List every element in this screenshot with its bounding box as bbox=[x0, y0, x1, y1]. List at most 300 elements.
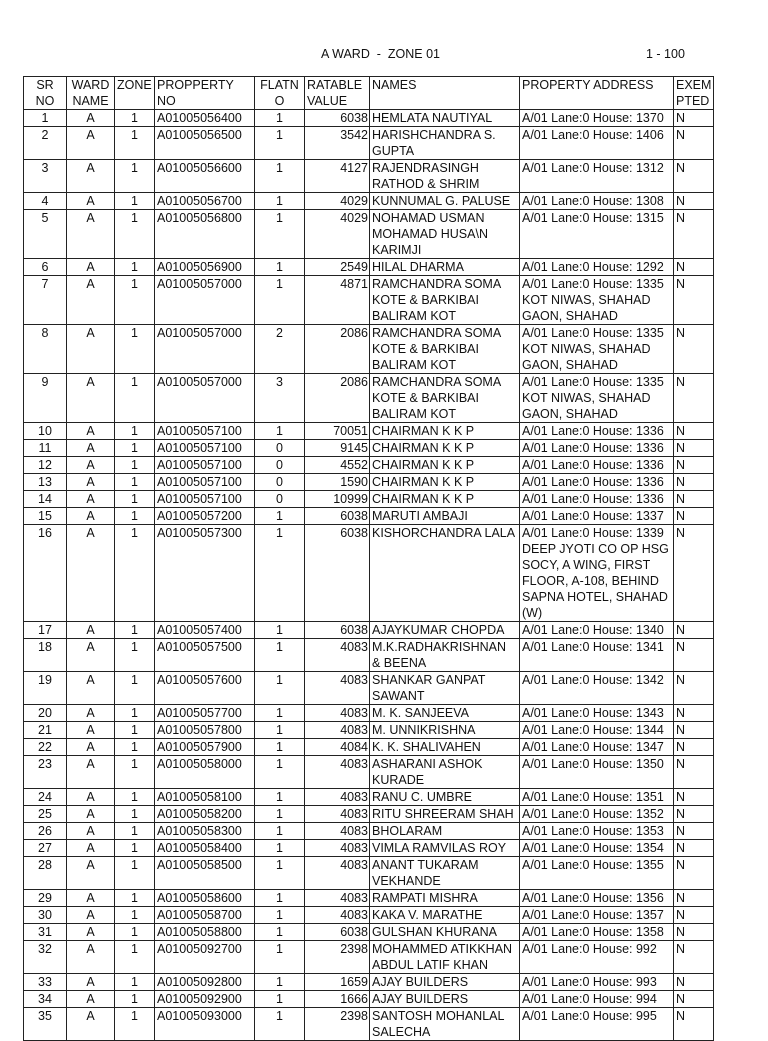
cell-exempted: N bbox=[674, 1008, 714, 1041]
cell-property-address: A/01 Lane:0 House: 995 bbox=[520, 1008, 674, 1041]
cell-name: VIMLA RAMVILAS ROY bbox=[370, 840, 520, 857]
cell-property-no: A01005093000 bbox=[155, 1008, 255, 1041]
cell-name: KUNNUMAL G. PALUSE bbox=[370, 193, 520, 210]
cell-flat-no: 1 bbox=[255, 941, 305, 974]
cell-name: AJAY BUILDERS bbox=[370, 974, 520, 991]
cell-ratable-value: 4084 bbox=[305, 739, 370, 756]
cell-flat-no: 0 bbox=[255, 440, 305, 457]
cell-sr-no: 12 bbox=[24, 457, 67, 474]
cell-ward-name: A bbox=[67, 491, 115, 508]
cell-zone: 1 bbox=[115, 374, 155, 423]
cell-name: CHAIRMAN K K P bbox=[370, 474, 520, 491]
cell-zone: 1 bbox=[115, 941, 155, 974]
cell-property-no: A01005057200 bbox=[155, 508, 255, 525]
cell-sr-no: 7 bbox=[24, 276, 67, 325]
cell-ratable-value: 4029 bbox=[305, 193, 370, 210]
cell-name: KISHORCHANDRA LALA bbox=[370, 525, 520, 622]
cell-sr-no: 23 bbox=[24, 756, 67, 789]
cell-ward-name: A bbox=[67, 325, 115, 374]
cell-flat-no: 1 bbox=[255, 525, 305, 622]
table-row bbox=[24, 525, 714, 622]
cell-ratable-value: 4083 bbox=[305, 840, 370, 857]
cell-sr-no: 34 bbox=[24, 991, 67, 1008]
cell-property-address: A/01 Lane:0 House: 994 bbox=[520, 991, 674, 1008]
cell-ward-name: A bbox=[67, 705, 115, 722]
cell-property-address: A/01 Lane:0 House: 1352 bbox=[520, 806, 674, 823]
cell-name: CHAIRMAN K K P bbox=[370, 491, 520, 508]
cell-flat-no: 0 bbox=[255, 491, 305, 508]
cell-property-no: A01005058100 bbox=[155, 789, 255, 806]
cell-zone: 1 bbox=[115, 1008, 155, 1041]
cell-zone: 1 bbox=[115, 739, 155, 756]
cell-name: CHAIRMAN K K P bbox=[370, 423, 520, 440]
col-header-names: NAMES bbox=[370, 77, 520, 110]
table-body bbox=[24, 110, 714, 1041]
cell-ward-name: A bbox=[67, 259, 115, 276]
cell-zone: 1 bbox=[115, 756, 155, 789]
cell-exempted: N bbox=[674, 739, 714, 756]
cell-ratable-value: 4083 bbox=[305, 806, 370, 823]
cell-ratable-value: 1666 bbox=[305, 991, 370, 1008]
cell-property-address: A/01 Lane:0 House: 1355 bbox=[520, 857, 674, 890]
col-header-ratable-value: RATABLE VALUE bbox=[305, 77, 370, 110]
cell-zone: 1 bbox=[115, 924, 155, 941]
cell-ward-name: A bbox=[67, 672, 115, 705]
cell-property-address: A/01 Lane:0 House: 1357 bbox=[520, 907, 674, 924]
cell-sr-no: 22 bbox=[24, 739, 67, 756]
cell-ratable-value: 2398 bbox=[305, 1008, 370, 1041]
cell-property-address: A/01 Lane:0 House: 1292 bbox=[520, 259, 674, 276]
cell-name: AJAY BUILDERS bbox=[370, 991, 520, 1008]
cell-ratable-value: 2549 bbox=[305, 259, 370, 276]
cell-ward-name: A bbox=[67, 639, 115, 672]
cell-exempted: N bbox=[674, 974, 714, 991]
cell-flat-no: 0 bbox=[255, 457, 305, 474]
cell-ratable-value: 3542 bbox=[305, 127, 370, 160]
cell-zone: 1 bbox=[115, 639, 155, 672]
cell-property-address: A/01 Lane:0 House: 1312 bbox=[520, 160, 674, 193]
cell-sr-no: 8 bbox=[24, 325, 67, 374]
cell-exempted: N bbox=[674, 374, 714, 423]
cell-sr-no: 4 bbox=[24, 193, 67, 210]
table-row bbox=[24, 890, 714, 907]
cell-property-no: A01005056800 bbox=[155, 210, 255, 259]
cell-exempted: N bbox=[674, 756, 714, 789]
cell-name: M. K. SANJEEVA bbox=[370, 705, 520, 722]
col-header-property-address: PROPERTY ADDRESS bbox=[520, 77, 674, 110]
cell-property-no: A01005057100 bbox=[155, 474, 255, 491]
cell-exempted: N bbox=[674, 806, 714, 823]
cell-name: SHANKAR GANPAT SAWANT bbox=[370, 672, 520, 705]
cell-name: KAKA V. MARATHE bbox=[370, 907, 520, 924]
cell-flat-no: 1 bbox=[255, 705, 305, 722]
cell-flat-no: 2 bbox=[255, 325, 305, 374]
cell-zone: 1 bbox=[115, 806, 155, 823]
col-header-sr: SR NO bbox=[24, 77, 67, 110]
cell-property-address: A/01 Lane:0 House: 1337 bbox=[520, 508, 674, 525]
table-row bbox=[24, 756, 714, 789]
cell-ratable-value: 4083 bbox=[305, 705, 370, 722]
cell-property-no: A01005057100 bbox=[155, 423, 255, 440]
table-row bbox=[24, 941, 714, 974]
cell-property-no: A01005057100 bbox=[155, 440, 255, 457]
cell-flat-no: 1 bbox=[255, 1008, 305, 1041]
cell-property-no: A01005058500 bbox=[155, 857, 255, 890]
cell-ratable-value: 6038 bbox=[305, 508, 370, 525]
col-header-property-no: PROPPERTY NO bbox=[155, 77, 255, 110]
cell-zone: 1 bbox=[115, 857, 155, 890]
cell-ratable-value: 4871 bbox=[305, 276, 370, 325]
table-row bbox=[24, 374, 714, 423]
cell-property-address: A/01 Lane:0 House: 1341 bbox=[520, 639, 674, 672]
cell-property-no: A01005057900 bbox=[155, 739, 255, 756]
cell-ward-name: A bbox=[67, 806, 115, 823]
cell-property-no: A01005057500 bbox=[155, 639, 255, 672]
cell-ratable-value: 4029 bbox=[305, 210, 370, 259]
cell-property-no: A01005056500 bbox=[155, 127, 255, 160]
cell-ward-name: A bbox=[67, 127, 115, 160]
page-title: A WARD - ZONE 01 bbox=[321, 47, 441, 61]
cell-ward-name: A bbox=[67, 440, 115, 457]
cell-property-no: A01005092800 bbox=[155, 974, 255, 991]
cell-flat-no: 1 bbox=[255, 210, 305, 259]
cell-sr-no: 19 bbox=[24, 672, 67, 705]
cell-zone: 1 bbox=[115, 974, 155, 991]
cell-ratable-value: 4083 bbox=[305, 890, 370, 907]
cell-name: HEMLATA NAUTIYAL bbox=[370, 110, 520, 127]
cell-zone: 1 bbox=[115, 110, 155, 127]
cell-property-address: A/01 Lane:0 House: 1340 bbox=[520, 622, 674, 639]
cell-zone: 1 bbox=[115, 672, 155, 705]
cell-zone: 1 bbox=[115, 423, 155, 440]
cell-property-no: A01005056600 bbox=[155, 160, 255, 193]
cell-property-address: A/01 Lane:0 House: 1356 bbox=[520, 890, 674, 907]
cell-exempted: N bbox=[674, 193, 714, 210]
cell-ratable-value: 6038 bbox=[305, 622, 370, 639]
cell-property-address: A/01 Lane:0 House: 1315 bbox=[520, 210, 674, 259]
cell-property-no: A01005057100 bbox=[155, 491, 255, 508]
cell-ratable-value: 1659 bbox=[305, 974, 370, 991]
cell-sr-no: 3 bbox=[24, 160, 67, 193]
cell-sr-no: 17 bbox=[24, 622, 67, 639]
cell-ward-name: A bbox=[67, 423, 115, 440]
cell-property-no: A01005058200 bbox=[155, 806, 255, 823]
table-row bbox=[24, 823, 714, 840]
cell-property-no: A01005056900 bbox=[155, 259, 255, 276]
cell-flat-no: 1 bbox=[255, 639, 305, 672]
cell-sr-no: 30 bbox=[24, 907, 67, 924]
table-row bbox=[24, 508, 714, 525]
cell-zone: 1 bbox=[115, 840, 155, 857]
cell-flat-no: 1 bbox=[255, 823, 305, 840]
cell-ward-name: A bbox=[67, 110, 115, 127]
cell-flat-no: 3 bbox=[255, 374, 305, 423]
cell-flat-no: 1 bbox=[255, 722, 305, 739]
cell-name: HILAL DHARMA bbox=[370, 259, 520, 276]
cell-flat-no: 1 bbox=[255, 276, 305, 325]
table-row bbox=[24, 924, 714, 941]
cell-zone: 1 bbox=[115, 440, 155, 457]
cell-sr-no: 15 bbox=[24, 508, 67, 525]
page-range: 1 - 100 bbox=[646, 47, 685, 61]
cell-exempted: N bbox=[674, 110, 714, 127]
cell-property-address: A/01 Lane:0 House: 1358 bbox=[520, 924, 674, 941]
cell-ratable-value: 4083 bbox=[305, 823, 370, 840]
table-row bbox=[24, 622, 714, 639]
cell-ward-name: A bbox=[67, 890, 115, 907]
cell-ward-name: A bbox=[67, 756, 115, 789]
cell-property-no: A01005092900 bbox=[155, 991, 255, 1008]
cell-zone: 1 bbox=[115, 325, 155, 374]
cell-ratable-value: 4083 bbox=[305, 672, 370, 705]
cell-zone: 1 bbox=[115, 474, 155, 491]
table-row bbox=[24, 974, 714, 991]
cell-exempted: N bbox=[674, 941, 714, 974]
cell-property-address: A/01 Lane:0 House: 1354 bbox=[520, 840, 674, 857]
table-row bbox=[24, 210, 714, 259]
cell-ratable-value: 4083 bbox=[305, 639, 370, 672]
cell-exempted: N bbox=[674, 525, 714, 622]
table-row bbox=[24, 276, 714, 325]
table-header-row bbox=[24, 77, 714, 110]
cell-property-address: A/01 Lane:0 House: 1339 DEEP JYOTI CO OP HSG SOCY, A WING, FIRST FLOOR, A-108, BEHIND SAPNA HOTEL, SHAHAD (W) bbox=[520, 525, 674, 622]
cell-sr-no: 13 bbox=[24, 474, 67, 491]
cell-exempted: N bbox=[674, 423, 714, 440]
cell-property-address: A/01 Lane:0 House: 1335 KOT NIWAS, SHAHAD GAON, SHAHAD bbox=[520, 325, 674, 374]
cell-name: K. K. SHALIVAHEN bbox=[370, 739, 520, 756]
cell-ward-name: A bbox=[67, 857, 115, 890]
cell-property-address: A/01 Lane:0 House: 1308 bbox=[520, 193, 674, 210]
cell-flat-no: 1 bbox=[255, 193, 305, 210]
table-row bbox=[24, 423, 714, 440]
cell-ward-name: A bbox=[67, 941, 115, 974]
table-row bbox=[24, 127, 714, 160]
cell-name: BHOLARAM bbox=[370, 823, 520, 840]
table-row bbox=[24, 739, 714, 756]
table-row bbox=[24, 491, 714, 508]
cell-ratable-value: 9145 bbox=[305, 440, 370, 457]
cell-exempted: N bbox=[674, 722, 714, 739]
cell-zone: 1 bbox=[115, 525, 155, 622]
cell-ward-name: A bbox=[67, 193, 115, 210]
cell-sr-no: 29 bbox=[24, 890, 67, 907]
col-header-zone: ZONE bbox=[115, 77, 155, 110]
cell-property-no: A01005057000 bbox=[155, 325, 255, 374]
cell-ward-name: A bbox=[67, 622, 115, 639]
cell-property-no: A01005057000 bbox=[155, 374, 255, 423]
table-row bbox=[24, 672, 714, 705]
cell-property-address: A/01 Lane:0 House: 1347 bbox=[520, 739, 674, 756]
table-row bbox=[24, 474, 714, 491]
cell-name: M. UNNIKRISHNA bbox=[370, 722, 520, 739]
cell-exempted: N bbox=[674, 622, 714, 639]
cell-name: RAMCHANDRA SOMA KOTE & BARKIBAI BALIRAM KOT bbox=[370, 325, 520, 374]
table-row bbox=[24, 457, 714, 474]
cell-zone: 1 bbox=[115, 705, 155, 722]
cell-zone: 1 bbox=[115, 210, 155, 259]
cell-exempted: N bbox=[674, 491, 714, 508]
cell-exempted: N bbox=[674, 857, 714, 890]
cell-ward-name: A bbox=[67, 974, 115, 991]
cell-exempted: N bbox=[674, 508, 714, 525]
cell-zone: 1 bbox=[115, 160, 155, 193]
cell-property-no: A01005057000 bbox=[155, 276, 255, 325]
cell-flat-no: 1 bbox=[255, 622, 305, 639]
cell-sr-no: 16 bbox=[24, 525, 67, 622]
cell-zone: 1 bbox=[115, 259, 155, 276]
cell-zone: 1 bbox=[115, 789, 155, 806]
table-row bbox=[24, 840, 714, 857]
cell-name: RAMPATI MISHRA bbox=[370, 890, 520, 907]
cell-ratable-value: 4552 bbox=[305, 457, 370, 474]
cell-flat-no: 1 bbox=[255, 806, 305, 823]
cell-ratable-value: 4083 bbox=[305, 722, 370, 739]
table-row bbox=[24, 639, 714, 672]
cell-exempted: N bbox=[674, 474, 714, 491]
table-row bbox=[24, 705, 714, 722]
cell-flat-no: 1 bbox=[255, 672, 305, 705]
cell-ward-name: A bbox=[67, 991, 115, 1008]
cell-sr-no: 6 bbox=[24, 259, 67, 276]
cell-property-no: A01005057600 bbox=[155, 672, 255, 705]
cell-ward-name: A bbox=[67, 508, 115, 525]
table-row bbox=[24, 193, 714, 210]
table-row bbox=[24, 259, 714, 276]
cell-flat-no: 1 bbox=[255, 974, 305, 991]
cell-exempted: N bbox=[674, 160, 714, 193]
cell-exempted: N bbox=[674, 907, 714, 924]
cell-property-no: A01005058600 bbox=[155, 890, 255, 907]
cell-sr-no: 21 bbox=[24, 722, 67, 739]
table-row bbox=[24, 440, 714, 457]
cell-name: RAMCHANDRA SOMA KOTE & BARKIBAI BALIRAM KOT bbox=[370, 276, 520, 325]
cell-sr-no: 31 bbox=[24, 924, 67, 941]
cell-flat-no: 1 bbox=[255, 789, 305, 806]
cell-flat-no: 1 bbox=[255, 756, 305, 789]
cell-name: GULSHAN KHURANA bbox=[370, 924, 520, 941]
cell-zone: 1 bbox=[115, 127, 155, 160]
cell-exempted: N bbox=[674, 210, 714, 259]
cell-exempted: N bbox=[674, 840, 714, 857]
cell-ratable-value: 6038 bbox=[305, 924, 370, 941]
cell-name: M.K.RADHAKRISHNAN & BEENA bbox=[370, 639, 520, 672]
cell-ratable-value: 4083 bbox=[305, 756, 370, 789]
cell-property-no: A01005056400 bbox=[155, 110, 255, 127]
table-row bbox=[24, 789, 714, 806]
cell-sr-no: 18 bbox=[24, 639, 67, 672]
cell-exempted: N bbox=[674, 440, 714, 457]
cell-sr-no: 26 bbox=[24, 823, 67, 840]
cell-sr-no: 27 bbox=[24, 840, 67, 857]
cell-flat-no: 1 bbox=[255, 840, 305, 857]
cell-ward-name: A bbox=[67, 474, 115, 491]
cell-property-address: A/01 Lane:0 House: 1336 bbox=[520, 491, 674, 508]
cell-property-address: A/01 Lane:0 House: 993 bbox=[520, 974, 674, 991]
cell-exempted: N bbox=[674, 639, 714, 672]
cell-sr-no: 9 bbox=[24, 374, 67, 423]
cell-ward-name: A bbox=[67, 840, 115, 857]
cell-ratable-value: 10999 bbox=[305, 491, 370, 508]
cell-zone: 1 bbox=[115, 508, 155, 525]
cell-name: CHAIRMAN K K P bbox=[370, 457, 520, 474]
cell-property-address: A/01 Lane:0 House: 1350 bbox=[520, 756, 674, 789]
cell-flat-no: 1 bbox=[255, 259, 305, 276]
cell-exempted: N bbox=[674, 672, 714, 705]
cell-flat-no: 0 bbox=[255, 474, 305, 491]
cell-name: NOHAMAD USMAN MOHAMAD HUSA\N KARIMJI bbox=[370, 210, 520, 259]
cell-ratable-value: 4083 bbox=[305, 907, 370, 924]
cell-exempted: N bbox=[674, 457, 714, 474]
cell-zone: 1 bbox=[115, 890, 155, 907]
cell-zone: 1 bbox=[115, 457, 155, 474]
cell-property-address: A/01 Lane:0 House: 1336 bbox=[520, 457, 674, 474]
cell-flat-no: 1 bbox=[255, 924, 305, 941]
cell-zone: 1 bbox=[115, 193, 155, 210]
cell-exempted: N bbox=[674, 991, 714, 1008]
cell-ratable-value: 2086 bbox=[305, 325, 370, 374]
table-row bbox=[24, 110, 714, 127]
table-row bbox=[24, 325, 714, 374]
table-row bbox=[24, 722, 714, 739]
cell-property-no: A01005058800 bbox=[155, 924, 255, 941]
cell-name: ASHARANI ASHOK KURADE bbox=[370, 756, 520, 789]
cell-flat-no: 1 bbox=[255, 857, 305, 890]
cell-sr-no: 10 bbox=[24, 423, 67, 440]
cell-zone: 1 bbox=[115, 722, 155, 739]
cell-flat-no: 1 bbox=[255, 890, 305, 907]
cell-property-address: A/01 Lane:0 House: 1343 bbox=[520, 705, 674, 722]
cell-property-no: A01005058300 bbox=[155, 823, 255, 840]
cell-exempted: N bbox=[674, 924, 714, 941]
cell-sr-no: 33 bbox=[24, 974, 67, 991]
cell-name: RITU SHREERAM SHAH bbox=[370, 806, 520, 823]
cell-zone: 1 bbox=[115, 907, 155, 924]
cell-exempted: N bbox=[674, 890, 714, 907]
cell-property-no: A01005058000 bbox=[155, 756, 255, 789]
cell-property-address: A/01 Lane:0 House: 1344 bbox=[520, 722, 674, 739]
cell-flat-no: 1 bbox=[255, 110, 305, 127]
cell-name: SANTOSH MOHANLAL SALECHA bbox=[370, 1008, 520, 1041]
cell-sr-no: 32 bbox=[24, 941, 67, 974]
cell-property-no: A01005057100 bbox=[155, 457, 255, 474]
cell-exempted: N bbox=[674, 276, 714, 325]
cell-flat-no: 1 bbox=[255, 991, 305, 1008]
cell-property-address: A/01 Lane:0 House: 1336 bbox=[520, 474, 674, 491]
cell-ward-name: A bbox=[67, 789, 115, 806]
cell-ratable-value: 70051 bbox=[305, 423, 370, 440]
cell-ward-name: A bbox=[67, 739, 115, 756]
cell-ward-name: A bbox=[67, 823, 115, 840]
cell-ward-name: A bbox=[67, 1008, 115, 1041]
cell-ratable-value: 6038 bbox=[305, 525, 370, 622]
cell-property-no: A01005057800 bbox=[155, 722, 255, 739]
property-table bbox=[23, 76, 714, 1041]
cell-sr-no: 25 bbox=[24, 806, 67, 823]
cell-zone: 1 bbox=[115, 823, 155, 840]
cell-name: AJAYKUMAR CHOPDA bbox=[370, 622, 520, 639]
cell-zone: 1 bbox=[115, 276, 155, 325]
cell-flat-no: 1 bbox=[255, 423, 305, 440]
cell-flat-no: 1 bbox=[255, 508, 305, 525]
col-header-ward: WARD NAME bbox=[67, 77, 115, 110]
cell-zone: 1 bbox=[115, 491, 155, 508]
col-header-flat-no: FLATN O bbox=[255, 77, 305, 110]
cell-name: RANU C. UMBRE bbox=[370, 789, 520, 806]
cell-zone: 1 bbox=[115, 991, 155, 1008]
table-row bbox=[24, 991, 714, 1008]
cell-property-address: A/01 Lane:0 House: 1336 bbox=[520, 440, 674, 457]
cell-ratable-value: 2086 bbox=[305, 374, 370, 423]
